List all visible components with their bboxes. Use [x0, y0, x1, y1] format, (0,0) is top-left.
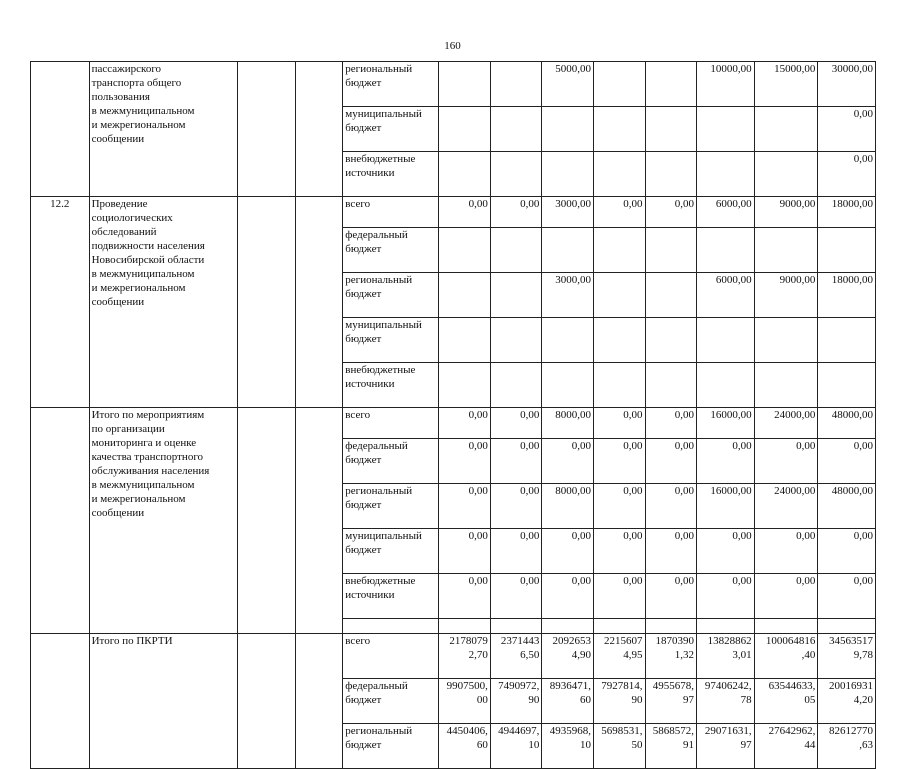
amount-cell [490, 62, 542, 107]
amount-cell: 48000,00 [818, 484, 876, 529]
amount-cell [754, 318, 818, 363]
amount-cell: 4450406, 60 [439, 724, 491, 769]
amount-cell: 9907500, 00 [439, 679, 491, 724]
amount-cell [645, 619, 697, 634]
table-row [31, 634, 876, 679]
funding-source: внебюджетные источники [343, 152, 439, 197]
funding-source: региональный бюджет [343, 62, 439, 107]
amount-cell [754, 619, 818, 634]
amount-cell: 2092653 4,90 [542, 634, 594, 679]
period-cell [295, 634, 343, 769]
amount-cell [754, 363, 818, 408]
amount-cell: 0,00 [593, 408, 645, 439]
page-number: 160 [444, 40, 461, 52]
amount-cell: 0,00 [645, 197, 697, 228]
amount-cell: 0,00 [818, 152, 876, 197]
amount-cell [645, 62, 697, 107]
amount-cell: 2215607 4,95 [593, 634, 645, 679]
budget-table [30, 61, 876, 769]
funding-source: внебюджетные источники [343, 574, 439, 619]
amount-cell [542, 107, 594, 152]
amount-cell: 0,00 [818, 107, 876, 152]
amount-cell [697, 152, 755, 197]
amount-cell [439, 107, 491, 152]
amount-cell [439, 619, 491, 634]
amount-cell: 24000,00 [754, 484, 818, 529]
amount-cell: 27642962, 44 [754, 724, 818, 769]
amount-cell: 3000,00 [542, 197, 594, 228]
funding-source: региональный бюджет [343, 484, 439, 529]
amount-cell: 0,00 [490, 574, 542, 619]
amount-cell [593, 152, 645, 197]
table-row [31, 197, 876, 228]
funding-source: всего [343, 197, 439, 228]
amount-cell: 0,00 [645, 408, 697, 439]
amount-cell: 16000,00 [697, 484, 755, 529]
amount-cell [645, 273, 697, 318]
table-row [31, 62, 876, 107]
amount-cell [593, 107, 645, 152]
amount-cell [439, 228, 491, 273]
row-name: пассажирского транспорта общего пользования в межмуниципальном и межрегиональном сообщении [89, 62, 238, 197]
amount-cell [754, 228, 818, 273]
amount-cell: 4935968, 10 [542, 724, 594, 769]
amount-cell: 9000,00 [754, 197, 818, 228]
amount-cell: 0,00 [542, 529, 594, 574]
amount-cell [697, 619, 755, 634]
funding-source: региональный бюджет [343, 273, 439, 318]
amount-cell: 97406242, 78 [697, 679, 755, 724]
funding-source: всего [343, 408, 439, 439]
amount-cell [645, 318, 697, 363]
amount-cell: 24000,00 [754, 408, 818, 439]
amount-cell [490, 318, 542, 363]
amount-cell [697, 107, 755, 152]
row-name: Итого по мероприятиям по организации мониторинга и оценке качества транспортного обслуживания населения в межмуниципальном и межрегиональном сообщении [89, 408, 238, 634]
amount-cell: 8000,00 [542, 408, 594, 439]
amount-cell [542, 152, 594, 197]
amount-cell [542, 228, 594, 273]
amount-cell: 5000,00 [542, 62, 594, 107]
amount-cell: 0,00 [593, 574, 645, 619]
amount-cell: 0,00 [439, 484, 491, 529]
executor-cell [238, 197, 296, 408]
amount-cell: 0,00 [818, 529, 876, 574]
row-code [31, 408, 90, 634]
amount-cell: 63544633, 05 [754, 679, 818, 724]
amount-cell: 2371443 6,50 [490, 634, 542, 679]
amount-cell [490, 363, 542, 408]
amount-cell [542, 363, 594, 408]
row-code [31, 62, 90, 197]
amount-cell [490, 152, 542, 197]
amount-cell: 4944697, 10 [490, 724, 542, 769]
row-code [31, 634, 90, 769]
amount-cell: 100064816 ,40 [754, 634, 818, 679]
amount-cell [818, 619, 876, 634]
amount-cell: 0,00 [593, 439, 645, 484]
amount-cell [818, 363, 876, 408]
amount-cell [593, 363, 645, 408]
amount-cell: 7490972, 90 [490, 679, 542, 724]
amount-cell: 0,00 [645, 529, 697, 574]
amount-cell: 0,00 [490, 529, 542, 574]
amount-cell: 0,00 [754, 574, 818, 619]
amount-cell [490, 273, 542, 318]
row-name: Проведение социологических обследований подвижности населения Новосибирской области в межмуниципальном и межрегиональном сообщении [89, 197, 238, 408]
amount-cell: 0,00 [542, 439, 594, 484]
amount-cell [593, 273, 645, 318]
funding-source: внебюджетные источники [343, 363, 439, 408]
period-cell [295, 62, 343, 197]
amount-cell: 0,00 [593, 529, 645, 574]
amount-cell [439, 273, 491, 318]
amount-cell [490, 228, 542, 273]
amount-cell: 18000,00 [818, 197, 876, 228]
amount-cell: 0,00 [697, 574, 755, 619]
amount-cell [697, 363, 755, 408]
funding-source: региональный бюджет [343, 724, 439, 769]
amount-cell [490, 107, 542, 152]
amount-cell: 7927814, 90 [593, 679, 645, 724]
table-row [31, 408, 876, 439]
amount-cell: 18000,00 [818, 273, 876, 318]
amount-cell: 30000,00 [818, 62, 876, 107]
amount-cell: 48000,00 [818, 408, 876, 439]
amount-cell: 20016931 4,20 [818, 679, 876, 724]
amount-cell [818, 228, 876, 273]
amount-cell: 13828862 3,01 [697, 634, 755, 679]
amount-cell: 0,00 [818, 439, 876, 484]
funding-source: муниципальный бюджет [343, 318, 439, 363]
amount-cell [818, 318, 876, 363]
funding-source [343, 619, 439, 634]
amount-cell: 8000,00 [542, 484, 594, 529]
amount-cell: 29071631, 97 [697, 724, 755, 769]
amount-cell: 0,00 [439, 197, 491, 228]
amount-cell [697, 318, 755, 363]
funding-source: федеральный бюджет [343, 439, 439, 484]
amount-cell: 0,00 [697, 529, 755, 574]
amount-cell: 0,00 [645, 439, 697, 484]
executor-cell [238, 408, 296, 634]
amount-cell: 0,00 [754, 439, 818, 484]
amount-cell [593, 619, 645, 634]
amount-cell: 0,00 [490, 408, 542, 439]
amount-cell: 82612770 ,63 [818, 724, 876, 769]
amount-cell: 10000,00 [697, 62, 755, 107]
amount-cell: 3000,00 [542, 273, 594, 318]
amount-cell: 5698531, 50 [593, 724, 645, 769]
amount-cell [645, 363, 697, 408]
amount-cell [645, 228, 697, 273]
amount-cell [542, 619, 594, 634]
amount-cell: 0,00 [697, 439, 755, 484]
amount-cell: 16000,00 [697, 408, 755, 439]
amount-cell: 0,00 [439, 408, 491, 439]
amount-cell [593, 228, 645, 273]
executor-cell [238, 634, 296, 769]
amount-cell: 0,00 [645, 574, 697, 619]
amount-cell: 0,00 [490, 439, 542, 484]
amount-cell [439, 363, 491, 408]
period-cell [295, 197, 343, 408]
row-name: Итого по ПКРТИ [89, 634, 238, 769]
funding-source: всего [343, 634, 439, 679]
executor-cell [238, 62, 296, 197]
funding-source: федеральный бюджет [343, 228, 439, 273]
amount-cell: 9000,00 [754, 273, 818, 318]
amount-cell [439, 62, 491, 107]
amount-cell: 0,00 [542, 574, 594, 619]
period-cell [295, 408, 343, 634]
funding-source: муниципальный бюджет [343, 529, 439, 574]
amount-cell: 0,00 [593, 484, 645, 529]
amount-cell: 0,00 [593, 197, 645, 228]
amount-cell: 15000,00 [754, 62, 818, 107]
amount-cell [593, 62, 645, 107]
amount-cell [645, 107, 697, 152]
row-code: 12.2 [31, 197, 90, 408]
amount-cell: 0,00 [754, 529, 818, 574]
amount-cell: 2178079 2,70 [439, 634, 491, 679]
amount-cell [439, 152, 491, 197]
amount-cell: 34563517 9,78 [818, 634, 876, 679]
amount-cell [439, 318, 491, 363]
amount-cell: 0,00 [818, 574, 876, 619]
amount-cell: 0,00 [490, 197, 542, 228]
amount-cell [490, 619, 542, 634]
amount-cell: 0,00 [439, 529, 491, 574]
amount-cell: 0,00 [645, 484, 697, 529]
amount-cell: 8936471, 60 [542, 679, 594, 724]
amount-cell: 5868572, 91 [645, 724, 697, 769]
amount-cell: 6000,00 [697, 273, 755, 318]
amount-cell [754, 152, 818, 197]
amount-cell [542, 318, 594, 363]
funding-source: федеральный бюджет [343, 679, 439, 724]
funding-source: муниципальный бюджет [343, 107, 439, 152]
amount-cell [754, 107, 818, 152]
amount-cell: 4955678, 97 [645, 679, 697, 724]
amount-cell [697, 228, 755, 273]
amount-cell: 6000,00 [697, 197, 755, 228]
amount-cell: 0,00 [490, 484, 542, 529]
amount-cell [645, 152, 697, 197]
amount-cell [593, 318, 645, 363]
amount-cell: 1870390 1,32 [645, 634, 697, 679]
amount-cell: 0,00 [439, 439, 491, 484]
amount-cell: 0,00 [439, 574, 491, 619]
